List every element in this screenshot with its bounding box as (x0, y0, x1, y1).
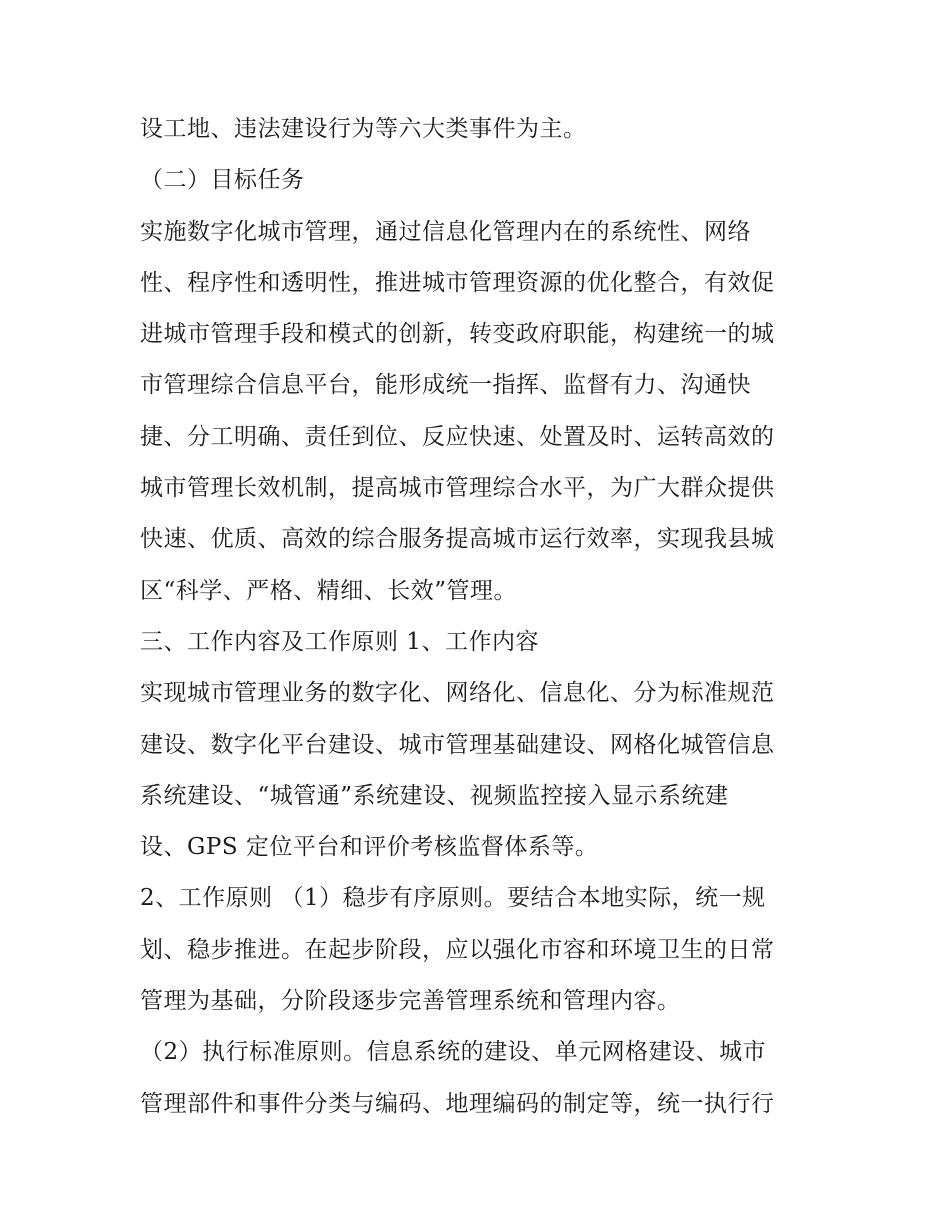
text-line: 建设、数字化平台建设、城市管理基础建设、网格化城管信息 (140, 731, 775, 758)
text-line: 性、程序性和透明性，推进城市管理资源的优化整合，有效促 (140, 269, 775, 296)
text-line: 城市管理长效机制，提高城市管理综合水平，为广大群众提供 (140, 475, 775, 502)
text-line: 设工地、违法建设行为等六大类事件为主。 (140, 116, 587, 142)
section-heading: 三、工作内容及工作原则 1、工作内容 (140, 628, 539, 655)
text-line: 管理部件和事件分类与编码、地理编码的制定等，统一执行行 (140, 1090, 775, 1117)
text-line: 实现城市管理业务的数字化、网络化、信息化、分为标准规范 (140, 680, 775, 707)
text-line: 进城市管理手段和模式的创新，转变政府职能，构建统一的城 (140, 321, 775, 348)
document-body (140, 104, 830, 1130)
text-line: 快速、优质、高效的综合服务提高城市运行效率，实现我县城 (140, 526, 775, 553)
section-heading: （二）目标任务 (140, 167, 305, 194)
text-line: 市管理综合信息平台，能形成统一指挥、监督有力、沟通快 (140, 372, 751, 399)
text-line: 设、GPS 定位平台和评价考核监督体系等。 (140, 834, 599, 861)
text-line: （2）执行标准原则。信息系统的建设、单元网格建设、城市 (140, 1039, 767, 1066)
text-line: 管理为基础，分阶段逐步完善管理系统和管理内容。 (140, 988, 681, 1015)
text-line: 捷、分工明确、责任到位、反应快速、处置及时、运转高效的 (140, 423, 775, 450)
text-line: 系统建设、“城管通”系统建设、视频监控接入显示系统建 (140, 782, 729, 809)
text-line: 实施数字化城市管理，通过信息化管理内在的系统性、网络 (140, 218, 751, 245)
text-line: 区“科学、严格、精细、长效”管理。 (140, 577, 518, 604)
text-line: 划、稳步推进。在起步阶段，应以强化市容和环境卫生的日常 (140, 936, 775, 963)
text-line: 2、工作原则 （1）稳步有序原则。要结合本地实际，统一规 (140, 885, 766, 912)
